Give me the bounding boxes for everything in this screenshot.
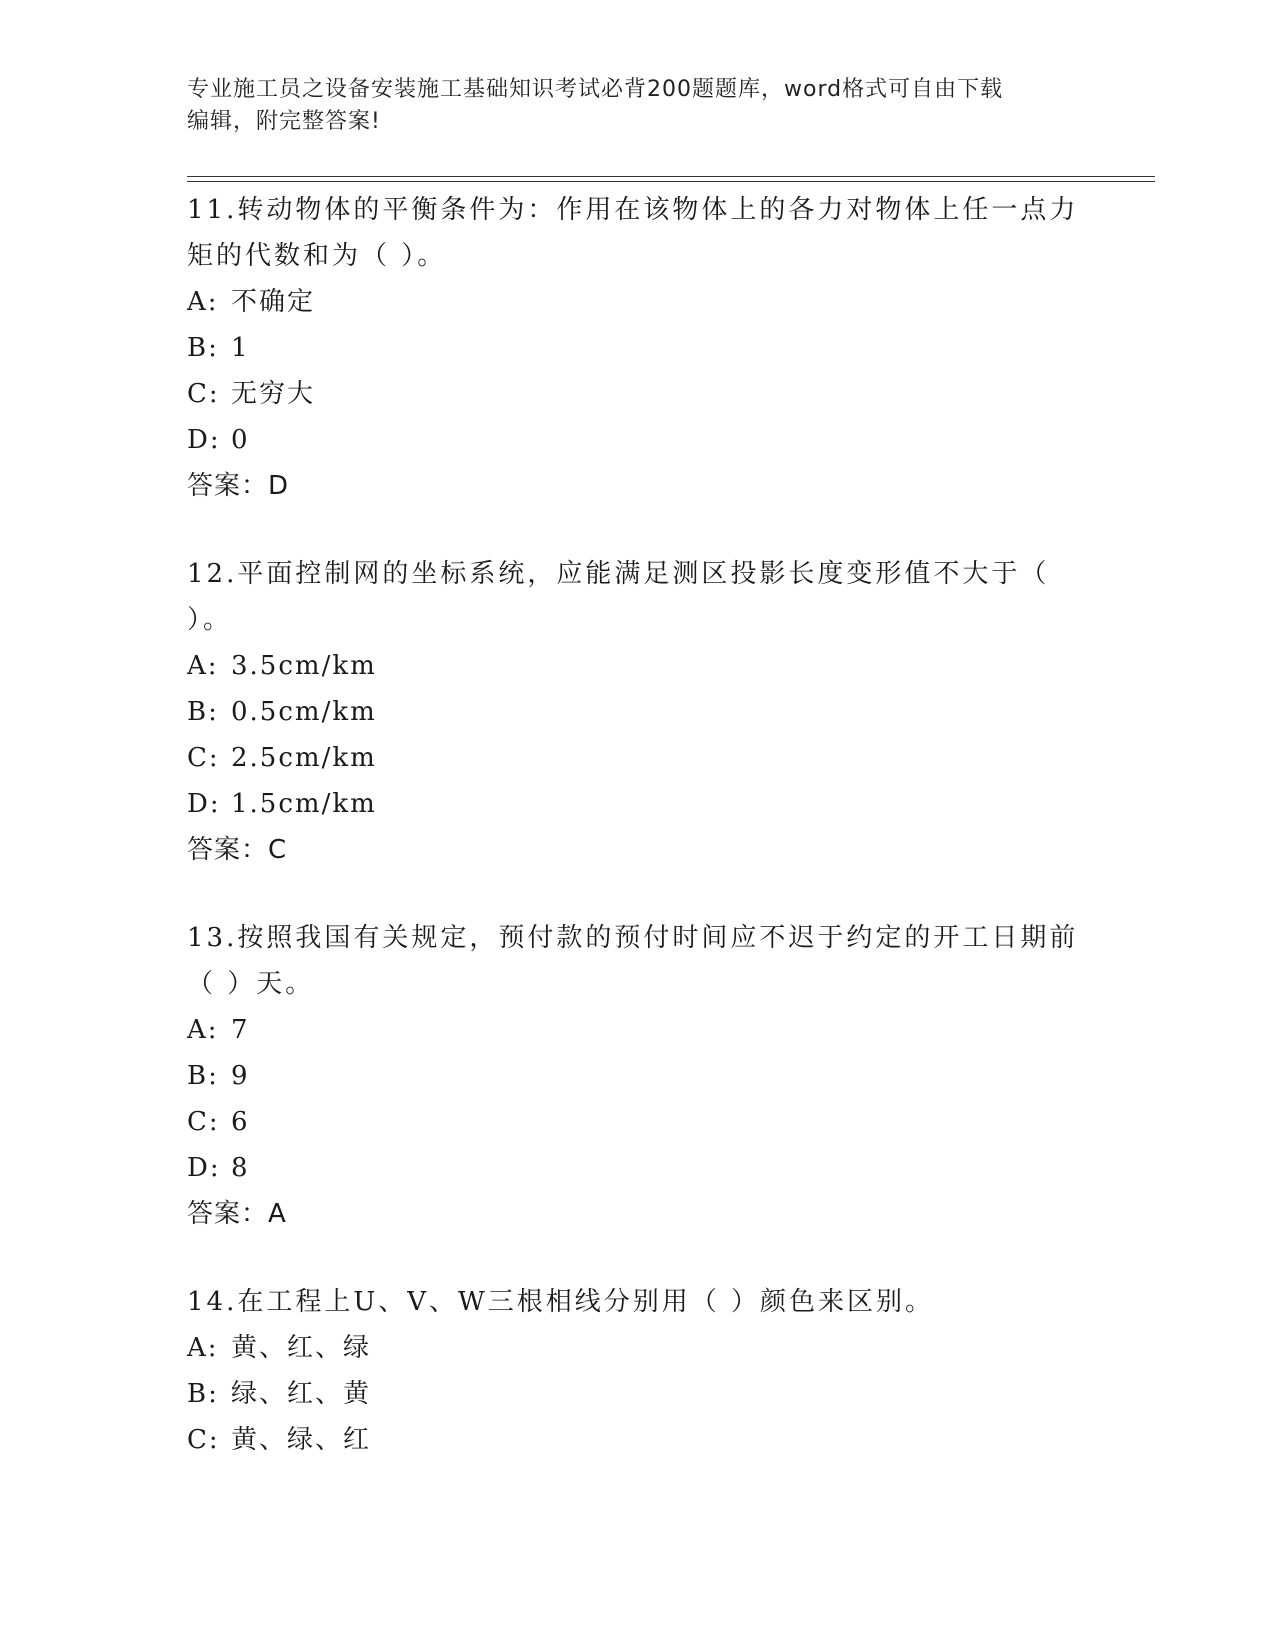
option-c bbox=[187, 1099, 1087, 1145]
option-key: A: bbox=[187, 1015, 219, 1045]
option-key: D: bbox=[187, 425, 221, 455]
option-key: A: bbox=[187, 1333, 219, 1363]
question-14 bbox=[187, 1279, 1087, 1463]
question-13 bbox=[187, 915, 1087, 1237]
question-stem-line: 14.在工程上U、V、W三根相线分别用（ ）颜色来区别。 bbox=[187, 1287, 935, 1317]
option-text: 黄、绿、红 bbox=[231, 1425, 372, 1455]
question-list bbox=[187, 187, 1087, 1505]
option-text: 黄、红、绿 bbox=[231, 1333, 372, 1363]
option-key: C: bbox=[187, 379, 220, 409]
option-a bbox=[187, 1325, 1087, 1371]
option-text: 绿、红、黄 bbox=[231, 1379, 372, 1409]
option-key: D: bbox=[187, 789, 221, 819]
option-d bbox=[187, 417, 1087, 463]
option-key: B: bbox=[187, 1061, 219, 1091]
option-text: 9 bbox=[231, 1061, 250, 1091]
option-key: C: bbox=[187, 743, 220, 773]
question-stem-line: 11.转动物体的平衡条件为：作用在该物体上的各力对物体上任一点力 bbox=[187, 195, 1079, 225]
option-a bbox=[187, 1007, 1087, 1053]
option-text: 6 bbox=[231, 1107, 250, 1137]
option-c bbox=[187, 735, 1087, 781]
option-text: 无穷大 bbox=[231, 379, 316, 409]
option-key: C: bbox=[187, 1425, 220, 1455]
header-divider-bottom bbox=[187, 181, 1155, 182]
answer-line: 答案：D bbox=[187, 471, 290, 501]
option-b bbox=[187, 1371, 1087, 1417]
header-line-1: 专业施工员之设备安装施工基础知识考试必背200题题库，word格式可自由下载 bbox=[187, 77, 1004, 102]
option-b bbox=[187, 325, 1087, 371]
option-key: C: bbox=[187, 1107, 220, 1137]
option-text: 7 bbox=[231, 1015, 250, 1045]
question-stem-line: 矩的代数和为（ ）。 bbox=[187, 241, 447, 271]
option-key: B: bbox=[187, 697, 219, 727]
header-line-2: 编辑，附完整答案! bbox=[187, 109, 381, 134]
question-stem-line: ）。 bbox=[187, 605, 233, 635]
answer-line: 答案：C bbox=[187, 835, 288, 865]
question-stem-line: （ ）天。 bbox=[187, 969, 315, 999]
option-text: 0.5cm/km bbox=[231, 697, 377, 727]
option-key: B: bbox=[187, 333, 219, 363]
option-text: 8 bbox=[231, 1153, 250, 1183]
option-key: B: bbox=[187, 1379, 219, 1409]
option-text: 2.5cm/km bbox=[231, 743, 377, 773]
option-key: A: bbox=[187, 287, 219, 317]
option-d bbox=[187, 781, 1087, 827]
option-a bbox=[187, 279, 1087, 325]
question-stem-line: 13.按照我国有关规定，预付款的预付时间应不迟于约定的开工日期前 bbox=[187, 923, 1079, 953]
question-stem-line: 12.平面控制网的坐标系统，应能满足测区投影长度变形值不大于（ bbox=[187, 559, 1050, 589]
option-b bbox=[187, 1053, 1087, 1099]
option-a bbox=[187, 643, 1087, 689]
option-c bbox=[187, 371, 1087, 417]
question-12 bbox=[187, 551, 1087, 873]
question-11 bbox=[187, 187, 1087, 509]
option-key: D: bbox=[187, 1153, 221, 1183]
option-text: 0 bbox=[231, 425, 250, 455]
option-text: 3.5cm/km bbox=[231, 651, 377, 681]
option-c bbox=[187, 1417, 1087, 1463]
option-text: 不确定 bbox=[231, 287, 316, 317]
option-key: A: bbox=[187, 651, 219, 681]
option-b bbox=[187, 689, 1087, 735]
option-text: 1 bbox=[231, 333, 250, 363]
answer-line: 答案：A bbox=[187, 1199, 287, 1229]
option-d bbox=[187, 1145, 1087, 1191]
header-divider-top bbox=[187, 176, 1155, 177]
option-text: 1.5cm/km bbox=[231, 789, 377, 819]
document-header bbox=[187, 74, 1067, 138]
